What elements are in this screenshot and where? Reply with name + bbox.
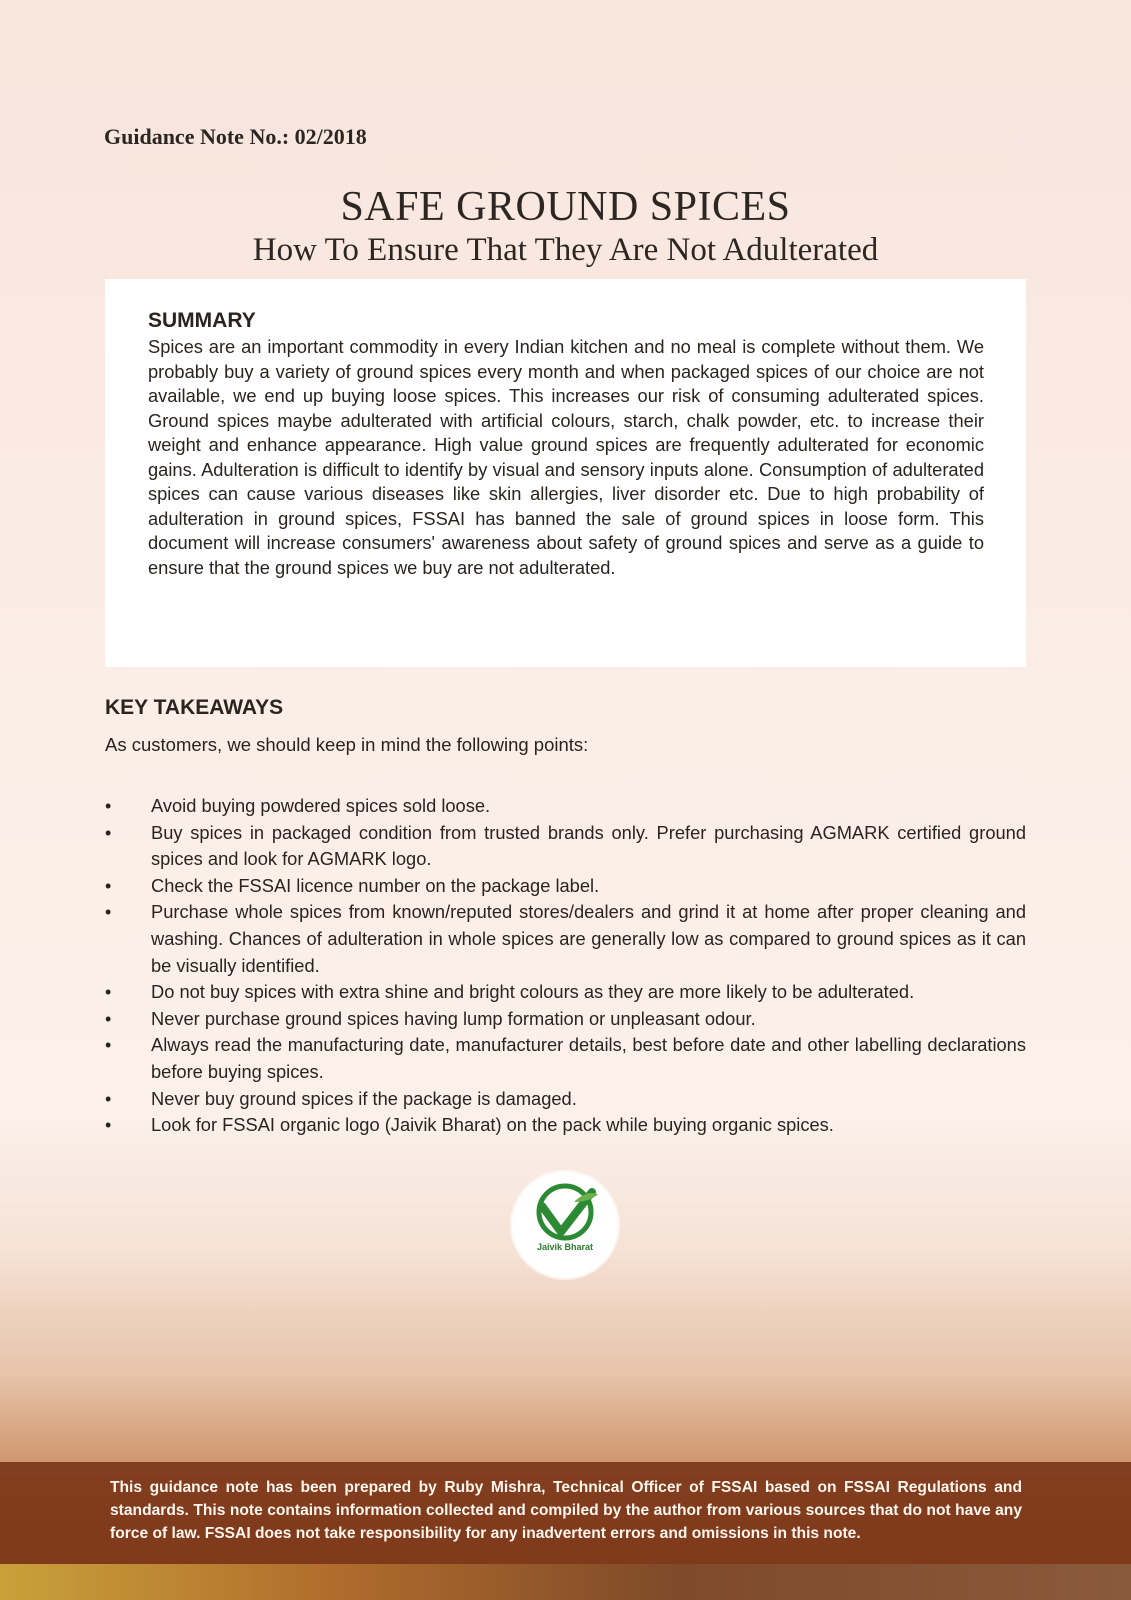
- list-item: • Never purchase ground spices having lump formation or unpleasant odour.: [105, 1006, 1026, 1033]
- list-item: • Do not buy spices with extra shine and bright colours as they are more likely to be adulterated.: [105, 979, 1026, 1006]
- list-item: • Purchase whole spices from known/reputed stores/dealers and grind it at home after proper cleaning and washing. Chances of adulteration in whole spices are generally low as compared to ground spices as it can be visually identified.: [105, 899, 1026, 979]
- page-title: SAFE GROUND SPICES: [340, 184, 791, 230]
- list-item: • Always read the manufacturing date, manufacturer details, best before date and other labelling declarations before buying spices.: [105, 1032, 1026, 1085]
- summary-heading: SUMMARY: [148, 309, 256, 332]
- logo-label: Jaivik Bharat: [536, 1242, 594, 1252]
- summary-text: Spices are an important commodity in every Indian kitchen and no meal is complete without them. We probably buy a variety of ground spices every month and when packaged spices of our choice are not available, we end up buying loose spices. This increases our risk of consuming adulterated spices. Ground spices maybe adulterated with artificial colours, starch, chalk powder, etc. to increase their weight and enhance appearance. High value ground spices are frequently adulterated for economic gains. Adulteration is difficult to identify by visual and sensory inputs alone. Consumption of adulterated spices can cause various diseases like skin allergies, liver disorder etc. Due to high probability of adulteration in ground spices, FSSAI has banned the sale of ground spices in loose form. This document will increase consumers' awareness about safety of ground spices and serve as a guide to ensure that the ground spices we buy are not adulterated.: [148, 336, 984, 578]
- list-item: • Check the FSSAI licence number on the package label.: [105, 873, 1026, 900]
- list-item: • Avoid buying powdered spices sold loose.: [105, 793, 1026, 820]
- jaivik-bharat-logo: [512, 1172, 618, 1278]
- key-takeaways-heading: KEY TAKEAWAYS: [105, 696, 284, 719]
- key-takeaways-intro: As customers, we should keep in mind the following points:: [105, 734, 589, 755]
- list-item: • Buy spices in packaged condition from trusted brands only. Prefer purchasing AGMARK certified ground spices and look for AGMARK logo.: [105, 820, 1026, 873]
- checkmark-leaf-icon: [512, 1172, 618, 1278]
- footer-disclaimer: This guidance note has been prepared by Ruby Mishra, Technical Officer of FSSAI based on FSSAI Regulations and standards. This note contains information collected and compiled by the author from various sources that do not have any force of law. FSSAI does not take responsibility for any inadvertent errors and omissions in this note.: [110, 1479, 1022, 1542]
- guidance-note-number: Guidance Note No.: 02/2018: [104, 124, 367, 149]
- list-item: • Look for FSSAI organic logo (Jaivik Bharat) on the pack while buying organic spices.: [105, 1112, 1026, 1139]
- list-item: • Never buy ground spices if the package is damaged.: [105, 1086, 1026, 1113]
- footer-spice-strip: [0, 1564, 1131, 1600]
- page-subtitle: How To Ensure That They Are Not Adulterated: [252, 232, 879, 268]
- key-takeaways-list: [105, 793, 1026, 1139]
